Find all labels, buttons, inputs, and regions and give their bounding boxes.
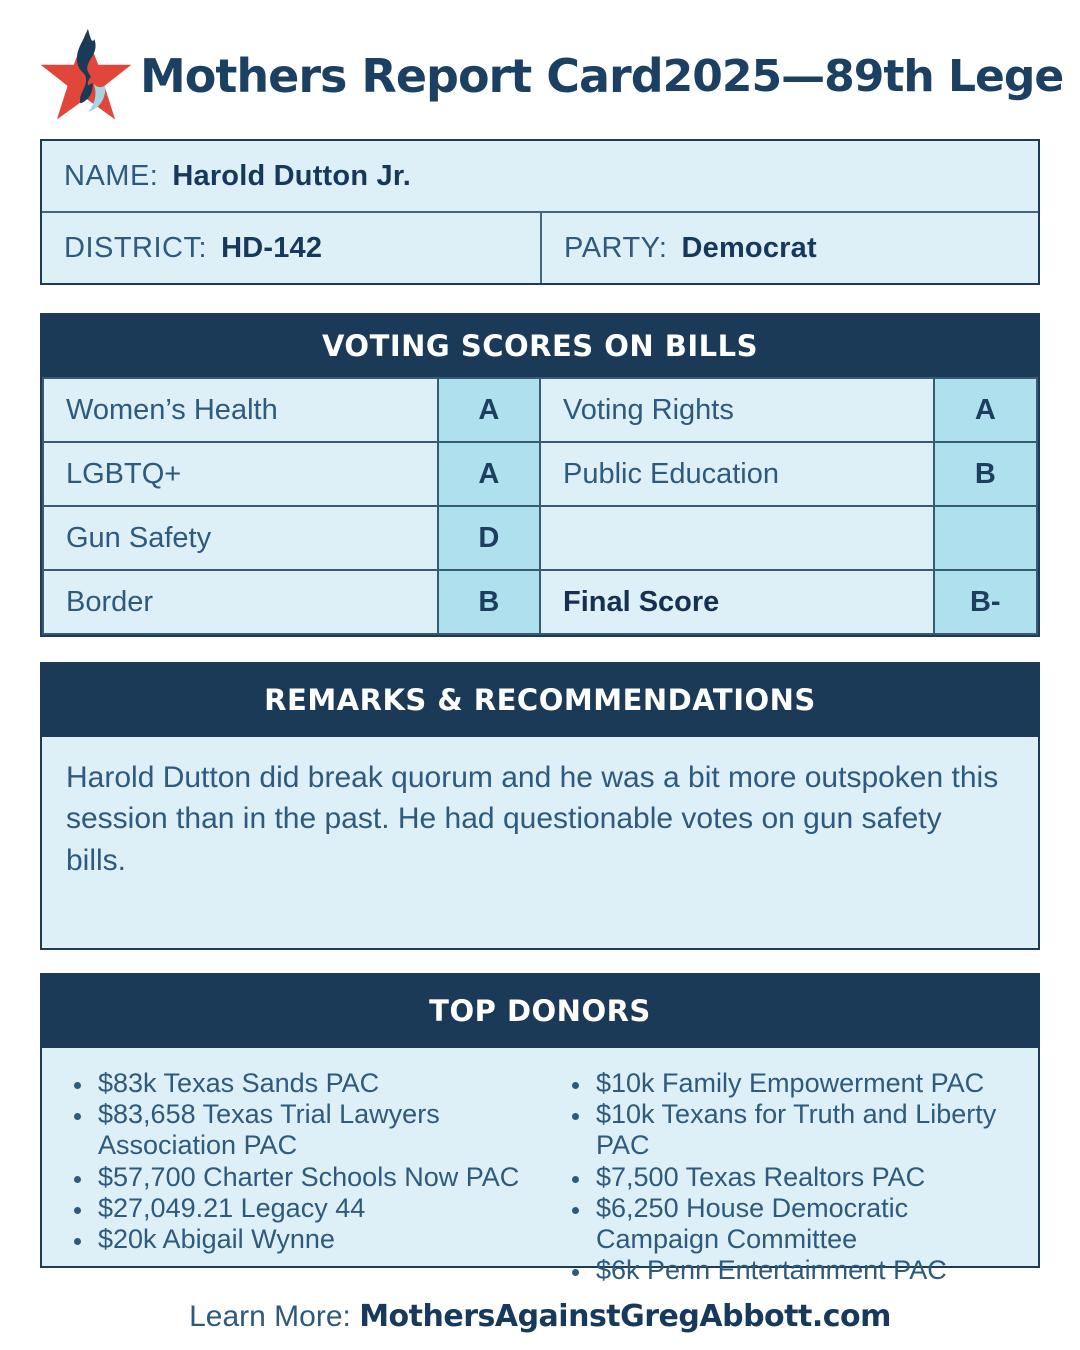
voting-scores-section: [40, 313, 1040, 637]
name-label: NAME:: [64, 159, 159, 192]
voting-scores-title: VOTING SCORES ON BILLS: [42, 315, 1038, 377]
category-cell: [540, 506, 934, 570]
score-cell: A: [438, 442, 540, 506]
header: [40, 26, 1064, 126]
star-icon: [34, 26, 138, 126]
name-row: [42, 141, 1038, 211]
score-cell: B: [438, 570, 540, 634]
top-donors-title: TOP DONORS: [42, 975, 1038, 1046]
remarks-section: [40, 662, 1040, 950]
category-cell: Border: [43, 570, 438, 634]
score-cell: [934, 506, 1037, 570]
table-row: [43, 442, 1037, 506]
donors-right-column: [540, 1048, 1038, 1286]
name-value: Harold Dutton Jr.: [172, 159, 411, 192]
list-item: • $10k Family Empowerment PAC: [592, 1068, 1038, 1099]
party-cell: [540, 213, 1038, 283]
list-item: • $57,700 Charter Schools Now PAC: [94, 1162, 540, 1193]
district-label: DISTRICT:: [64, 231, 208, 264]
score-cell: A: [438, 378, 540, 442]
mothers-star-logo: [34, 26, 138, 126]
category-cell: Voting Rights: [540, 378, 934, 442]
website-link[interactable]: MothersAgainstGregAbbott.com: [359, 1299, 891, 1334]
category-cell: Public Education: [540, 442, 934, 506]
category-cell: Gun Safety: [43, 506, 438, 570]
learn-more-label: Learn More:: [189, 1300, 351, 1333]
list-item: • $20k Abigail Wynne: [94, 1224, 540, 1255]
party-label: PARTY:: [564, 231, 668, 264]
final-score-cell: B-: [934, 570, 1037, 634]
table-row: [43, 506, 1037, 570]
table-row: [43, 378, 1037, 442]
list-item: • $6k Penn Entertainment PAC: [592, 1255, 1038, 1286]
voting-scores-table: [42, 377, 1038, 635]
score-cell: D: [438, 506, 540, 570]
category-cell: Women’s Health: [43, 378, 438, 442]
page-title: Mothers Report Card: [140, 49, 663, 103]
list-item: • $6,250 House Democratic Campaign Committee: [592, 1193, 1038, 1255]
remarks-title: REMARKS & RECOMMENDATIONS: [42, 664, 1038, 735]
list-item: • $10k Texans for Truth and Liberty PAC: [592, 1099, 1038, 1161]
district-cell: [42, 213, 540, 283]
session-label: 2025—89th Lege: [662, 50, 1064, 102]
list-item: • $83k Texas Sands PAC: [94, 1068, 540, 1099]
legislator-info-box: [40, 139, 1040, 285]
party-value: Democrat: [681, 231, 817, 264]
footer: [40, 1299, 1040, 1334]
score-cell: B: [934, 442, 1037, 506]
donors-list-container: [42, 1046, 1038, 1286]
table-row: [43, 570, 1037, 634]
remarks-text: Harold Dutton did break quorum and he was a bit more outspoken this session than in the past. He had questionable votes on gun safety bills.: [42, 735, 1038, 948]
district-party-row: [42, 211, 1038, 283]
score-cell: A: [934, 378, 1037, 442]
final-score-label: Final Score: [540, 570, 934, 634]
list-item: • $7,500 Texas Realtors PAC: [592, 1162, 1038, 1193]
list-item: • $83,658 Texas Trial Lawyers Association PAC: [94, 1099, 540, 1161]
category-cell: LGBTQ+: [43, 442, 438, 506]
top-donors-section: [40, 973, 1040, 1286]
district-value: HD-142: [221, 231, 323, 264]
donors-left-column: [42, 1048, 540, 1266]
list-item: • $27,049.21 Legacy 44: [94, 1193, 540, 1224]
